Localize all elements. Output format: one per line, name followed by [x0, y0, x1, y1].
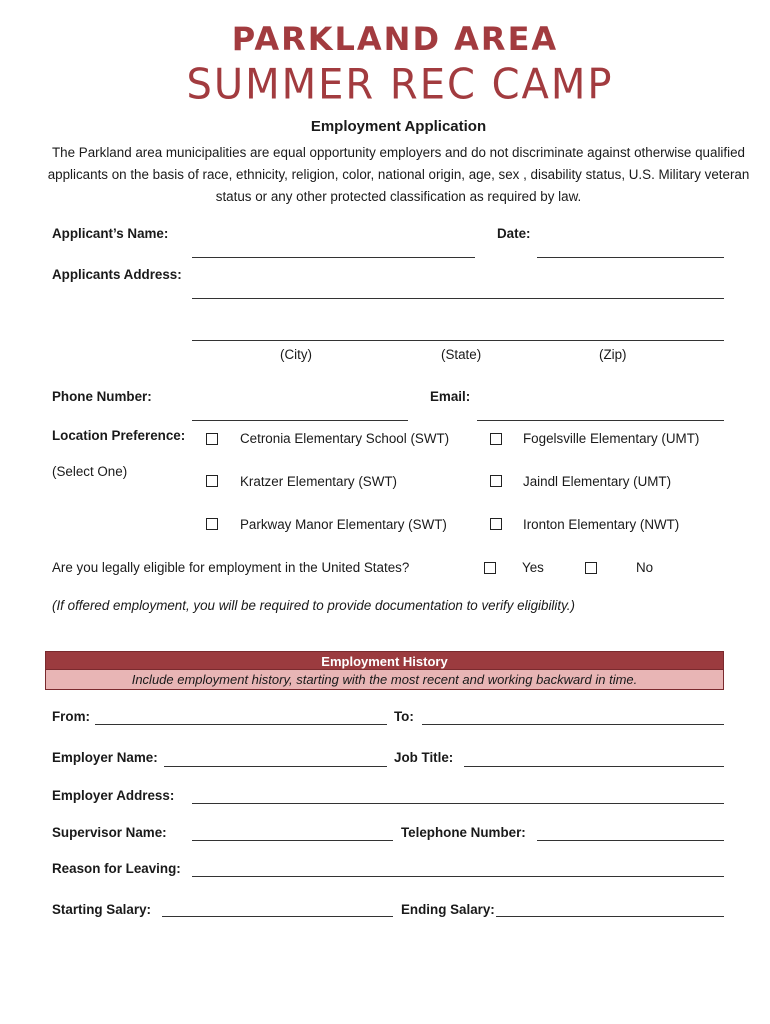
from-label: From:: [52, 709, 90, 724]
location-option-kratzer: Kratzer Elementary (SWT): [240, 474, 397, 489]
from-field[interactable]: [95, 724, 387, 725]
reason-field[interactable]: [192, 876, 724, 877]
location-label: Location Preference:: [52, 428, 186, 443]
address-line-1-field[interactable]: [192, 298, 724, 299]
employer-address-field[interactable]: [192, 803, 724, 804]
eligibility-yes-checkbox[interactable]: [484, 562, 496, 574]
address-label: Applicants Address:: [52, 267, 182, 282]
phone-field[interactable]: [192, 420, 408, 421]
applicant-name-label: Applicant’s Name:: [52, 226, 169, 241]
eligibility-question: Are you legally eligible for employment in the United States?: [52, 560, 410, 575]
location-option-cetronia: Cetronia Elementary School (SWT): [240, 431, 450, 446]
location-checkbox-parkway[interactable]: [206, 518, 218, 530]
employer-name-field[interactable]: [164, 766, 387, 767]
location-sublabel: (Select One): [52, 464, 128, 479]
date-field[interactable]: [537, 257, 724, 258]
location-option-ironton: Ironton Elementary (NWT): [523, 517, 680, 532]
address-line-2-field[interactable]: [192, 340, 724, 341]
location-checkbox-kratzer[interactable]: [206, 475, 218, 487]
employer-address-label: Employer Address:: [52, 788, 175, 803]
email-label: Email:: [430, 389, 471, 404]
location-option-jaindl: Jaindl Elementary (UMT): [523, 474, 672, 489]
ending-salary-field[interactable]: [496, 916, 724, 917]
location-option-parkway: Parkway Manor Elementary (SWT): [240, 517, 447, 532]
location-checkbox-fogelsville[interactable]: [490, 433, 502, 445]
job-title-field[interactable]: [464, 766, 724, 767]
eligibility-note: (If offered employment, you will be required to provide documentation to verify eligibility.): [52, 598, 575, 613]
zip-caption: (Zip): [599, 347, 627, 362]
reason-label: Reason for Leaving:: [52, 861, 181, 876]
location-checkbox-cetronia[interactable]: [206, 433, 218, 445]
starting-salary-label: Starting Salary:: [52, 902, 151, 917]
eligibility-no-label: No: [636, 560, 654, 575]
eligibility-yes-label: Yes: [522, 560, 544, 575]
eligibility-no-checkbox[interactable]: [585, 562, 597, 574]
supervisor-label: Supervisor Name:: [52, 825, 167, 840]
form-title: Employment Application: [310, 118, 487, 135]
phone-label: Phone Number:: [52, 389, 152, 404]
employment-history-header: Employment History: [45, 651, 724, 670]
employment-history-subheader: Include employment history, starting with the most recent and working backward in time.: [45, 670, 724, 690]
supervisor-field[interactable]: [192, 840, 393, 841]
city-caption: (City): [280, 347, 312, 362]
brand-line-1: PARKLAND AREA: [231, 20, 559, 58]
telephone-field[interactable]: [537, 840, 724, 841]
ending-salary-label: Ending Salary:: [401, 902, 495, 917]
date-label: Date:: [497, 226, 531, 241]
job-title-label: Job Title:: [394, 750, 454, 765]
intro-text: The Parkland area municipalities are equal opportunity employers and do not discriminate against otherwise qualified applicants on the basis of race, ethnicity, religion, color, national origin, age, sex , disability status, U.S. Military veteran status or any other protected classification as required by law.: [47, 145, 750, 204]
brand-line-2: SUMMER REC CAMP: [186, 60, 614, 110]
location-checkbox-ironton[interactable]: [490, 518, 502, 530]
state-caption: (State): [441, 347, 482, 362]
employer-name-label: Employer Name:: [52, 750, 158, 765]
starting-salary-field[interactable]: [162, 916, 393, 917]
telephone-label: Telephone Number:: [401, 825, 526, 840]
to-field[interactable]: [422, 724, 724, 725]
applicant-name-field[interactable]: [192, 257, 475, 258]
location-checkbox-jaindl[interactable]: [490, 475, 502, 487]
email-field[interactable]: [477, 420, 724, 421]
location-option-fogelsville: Fogelsville Elementary (UMT): [523, 431, 700, 446]
to-label: To:: [394, 709, 414, 724]
